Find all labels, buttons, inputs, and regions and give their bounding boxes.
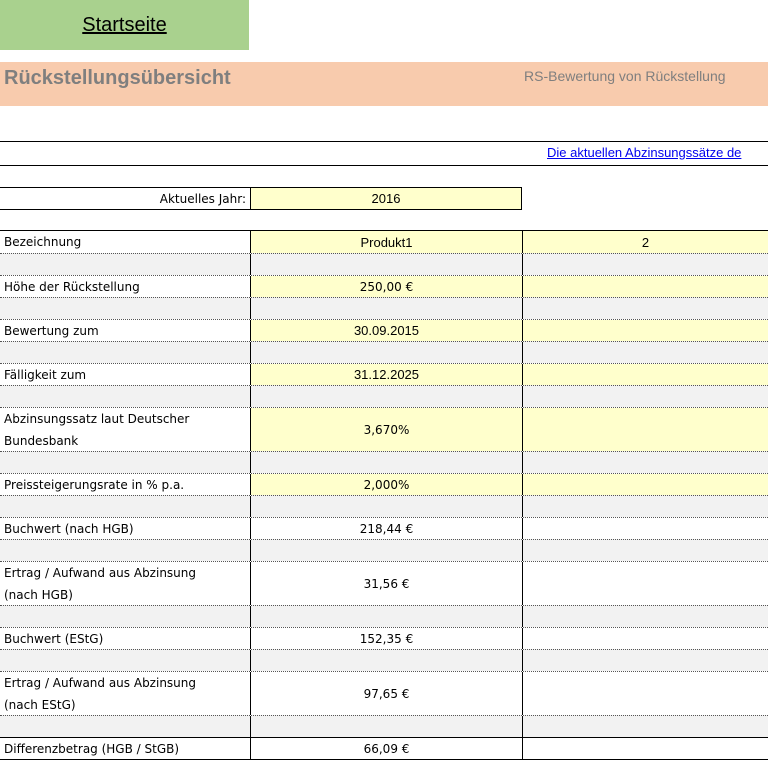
value-cell[interactable]: 30.09.2015 <box>250 320 522 341</box>
table-row <box>0 737 768 759</box>
row-label: Buchwert (nach HGB) <box>4 521 134 536</box>
value-cell: 152,35 € <box>250 628 522 649</box>
current-year-label: Aktuelles Jahr: <box>0 187 250 210</box>
value-cell <box>522 672 768 715</box>
page-subtitle: RS-Bewertung von Rückstellung <box>524 68 726 84</box>
row-label: Preissteigerungsrate in % p.a. <box>4 477 185 492</box>
row-label: Bewertung zum <box>4 323 99 338</box>
separator-row <box>0 253 768 275</box>
row-label: Ertrag / Aufwand aus Abzinsung (nach EStG) <box>4 675 196 712</box>
value-cell[interactable]: 2,000% <box>250 474 522 495</box>
value-cell[interactable]: 31.12.2025 <box>250 364 522 385</box>
value-cell <box>522 562 768 605</box>
table-row <box>0 627 768 649</box>
row-label: Ertrag / Aufwand aus Abzinsung (nach HGB) <box>4 565 196 602</box>
table-row <box>0 473 768 495</box>
table-header-row <box>0 231 768 253</box>
separator-row <box>0 539 768 561</box>
table-row <box>0 319 768 341</box>
separator-row <box>0 451 768 473</box>
current-year-cell[interactable]: 2016 <box>250 187 522 210</box>
column-header-bezeichnung: Bezeichnung <box>4 235 82 249</box>
table-row <box>0 517 768 539</box>
column-header-2[interactable]: 2 <box>522 231 768 253</box>
separator-row <box>0 715 768 737</box>
table-row <box>0 407 768 451</box>
table-row <box>0 561 768 605</box>
page-title: Rückstellungsübersicht <box>4 67 231 89</box>
value-cell <box>522 738 768 759</box>
value-cell: 66,09 € <box>250 738 522 759</box>
value-cell: 31,56 € <box>250 562 522 605</box>
separator-row <box>0 341 768 363</box>
discount-rates-link[interactable]: Die aktuellen Abzinsungssätze de <box>547 145 742 160</box>
value-cell[interactable] <box>522 474 768 495</box>
column-header-produkt1[interactable]: Produkt1 <box>250 231 522 253</box>
row-label: Abzinsungssatz laut Deutscher Bundesbank <box>4 411 190 448</box>
value-cell <box>522 628 768 649</box>
row-label: Fälligkeit zum <box>4 367 87 382</box>
startseite-link[interactable]: Startseite <box>0 0 249 50</box>
value-cell <box>522 518 768 539</box>
separator-row <box>0 649 768 671</box>
value-cell: 97,65 € <box>250 672 522 715</box>
value-cell[interactable] <box>522 408 768 451</box>
value-cell[interactable]: 250,00 € <box>250 276 522 297</box>
value-cell[interactable] <box>522 320 768 341</box>
value-cell[interactable] <box>522 364 768 385</box>
separator-row <box>0 495 768 517</box>
value-cell: 218,44 € <box>250 518 522 539</box>
separator-row <box>0 605 768 627</box>
row-label: Höhe der Rückstellung <box>4 279 140 294</box>
value-cell[interactable] <box>522 276 768 297</box>
provision-table <box>0 230 768 768</box>
table-row <box>0 363 768 385</box>
separator-row <box>0 297 768 319</box>
table-row <box>0 275 768 297</box>
row-label: Differenzbetrag (HGB / StGB) <box>4 741 180 756</box>
separator-row <box>0 385 768 407</box>
value-cell[interactable]: 3,670% <box>250 408 522 451</box>
row-label: Buchwert (EStG) <box>4 631 104 646</box>
table-row <box>0 671 768 715</box>
